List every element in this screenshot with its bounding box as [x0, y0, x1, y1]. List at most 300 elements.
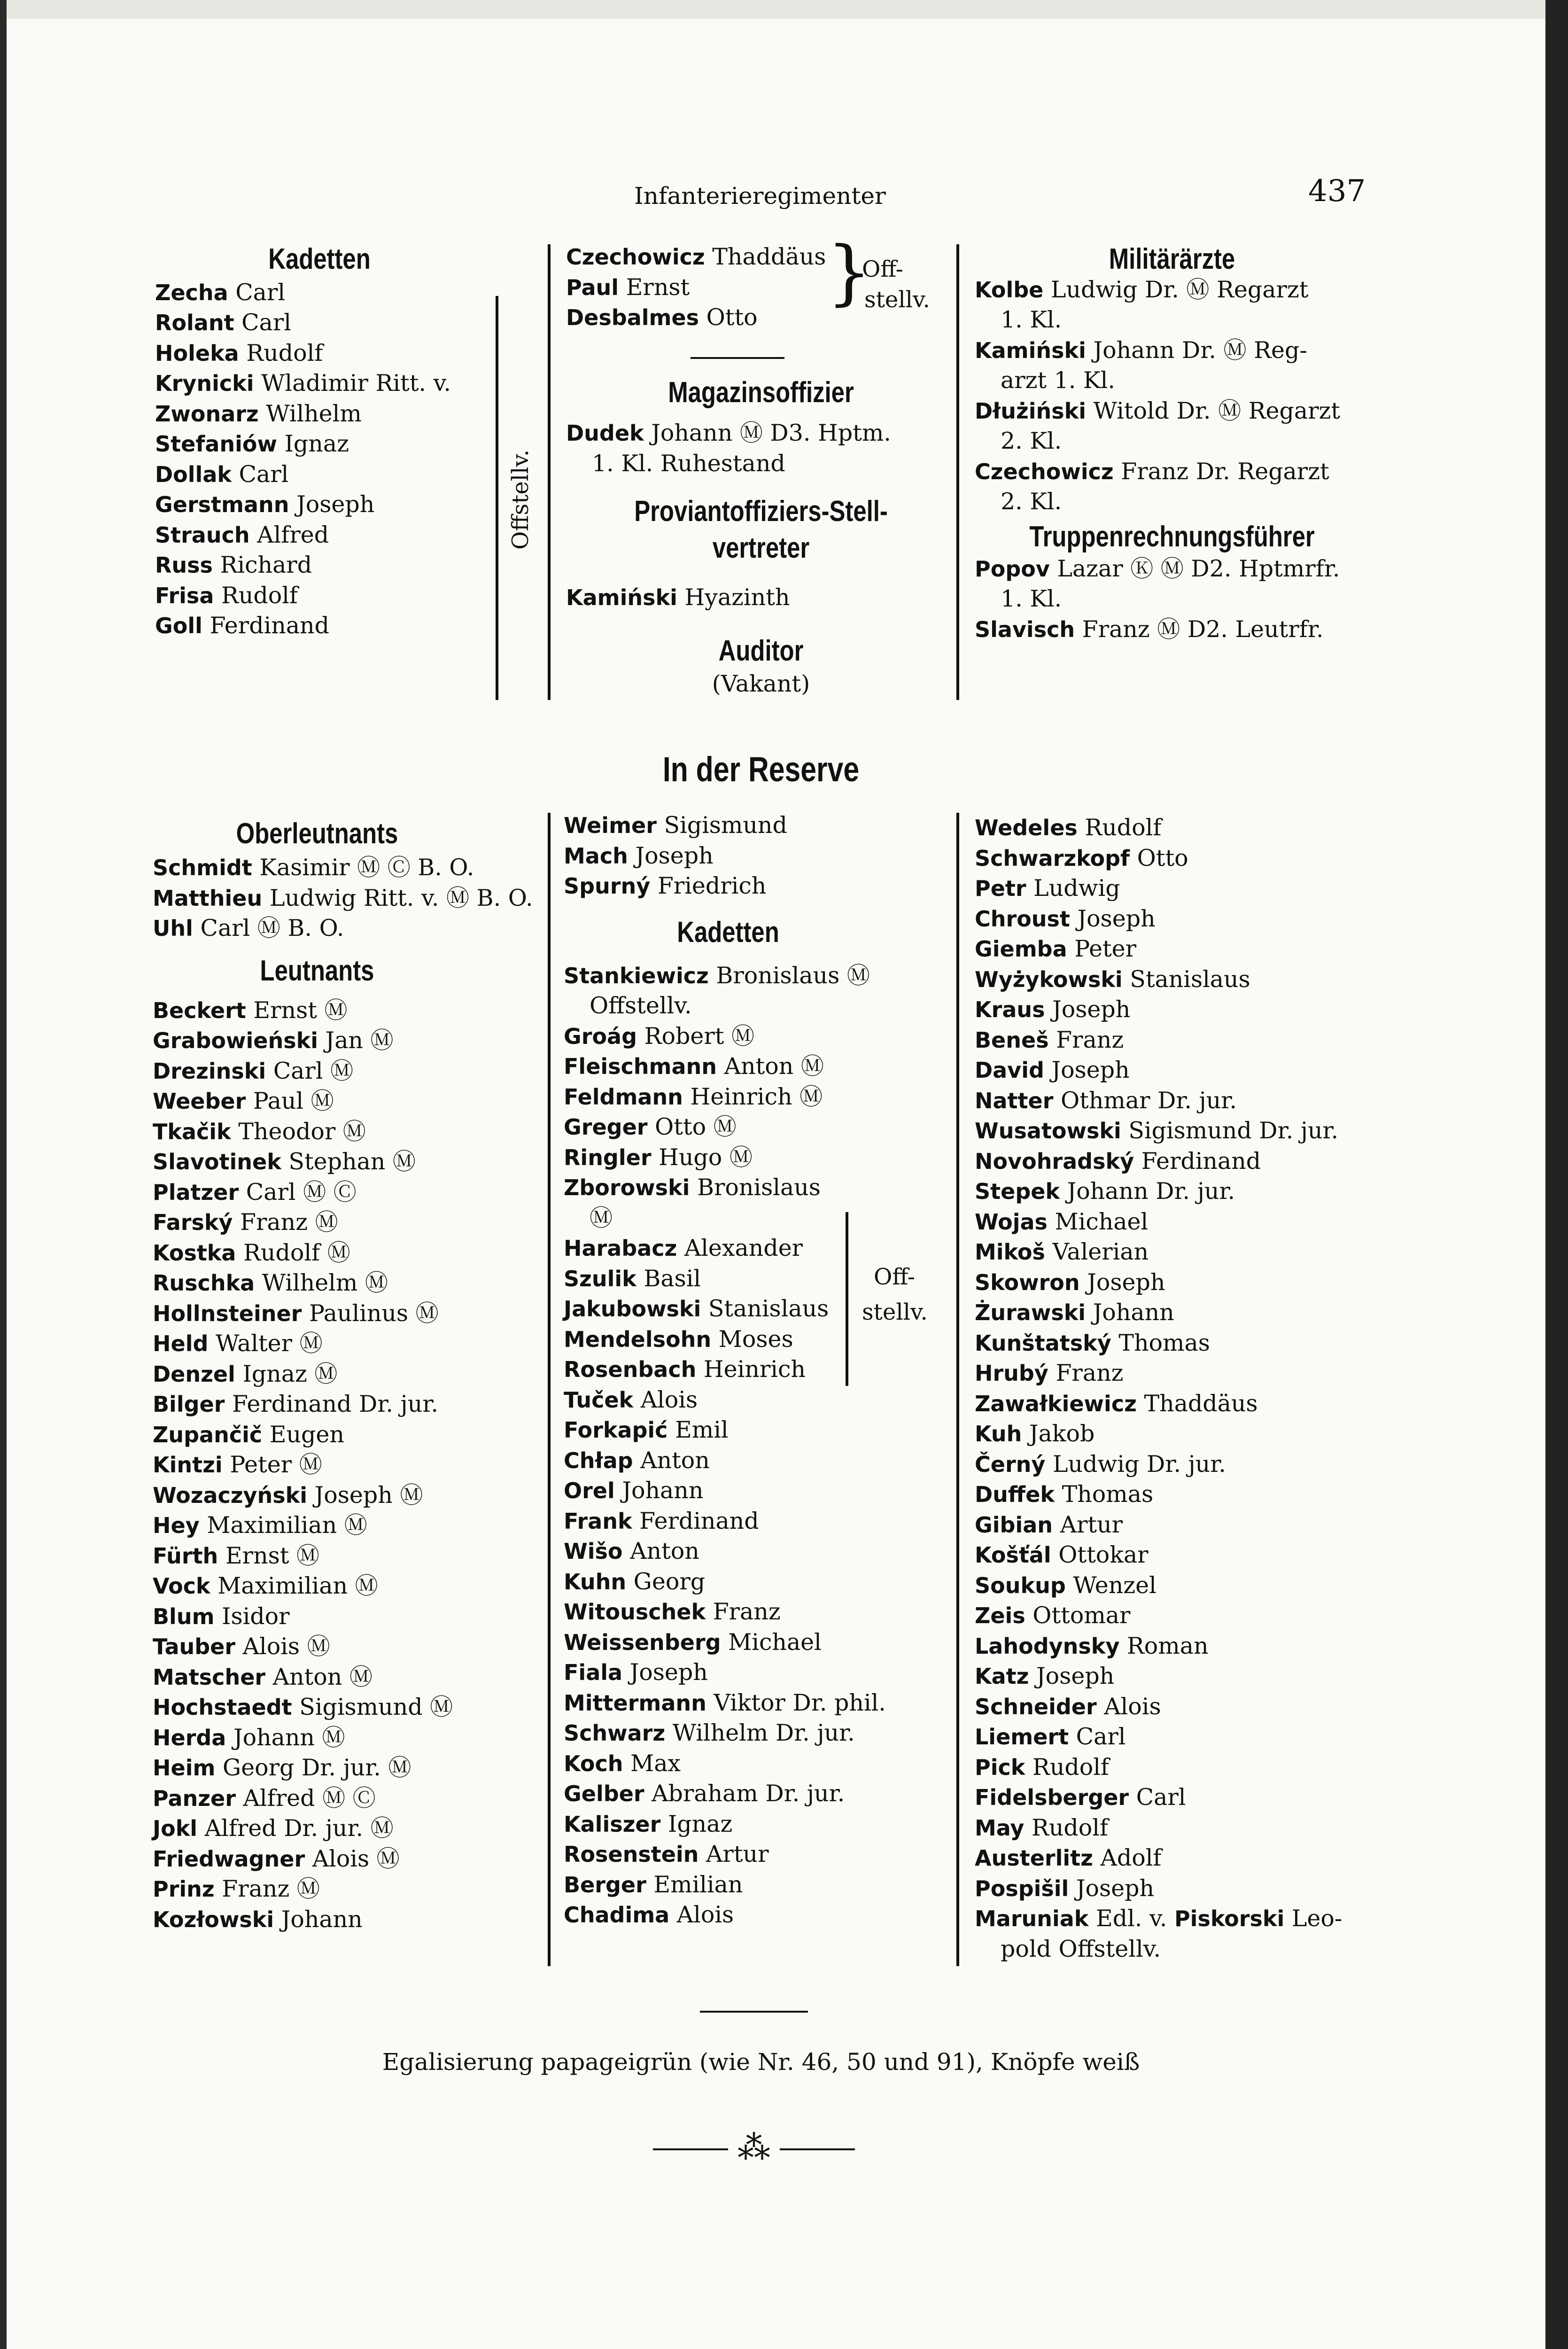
off-label-1: Off-: [862, 256, 903, 282]
surname: Hrubý: [975, 1361, 1048, 1386]
name-entry: [975, 1146, 1379, 1177]
bracket-label-1: Off-: [874, 1264, 915, 1290]
surname: Kuh: [975, 1421, 1022, 1447]
name-entry: [153, 1662, 552, 1693]
footer-note: Egalisierung papageigrün (wie Nr. 46, 50 und 91), Knöpfe weiß: [382, 2048, 1140, 2076]
name-entry: [153, 1086, 552, 1117]
given-name: Anton: [630, 1538, 699, 1564]
surname: Strauch: [155, 522, 250, 548]
given-name: Franz: [1056, 1026, 1124, 1053]
name-entry: [564, 1718, 954, 1749]
divider-short: [691, 357, 784, 359]
name-entry: [153, 853, 552, 883]
surname: Schwarzkopf: [975, 845, 1130, 871]
proviant-entry: [566, 583, 956, 613]
name-entry: [975, 554, 1369, 584]
surname: Stefaniów: [155, 431, 277, 457]
given-name: Heinrich Ⓜ: [690, 1083, 823, 1110]
given-name: Franz Ⓜ D2. Leutrfr.: [1082, 615, 1324, 643]
name-entry: [564, 1021, 954, 1052]
given-name: Richard: [220, 552, 312, 578]
surname: Slavotinek: [153, 1149, 281, 1174]
given-name: Offstellv.: [590, 992, 692, 1019]
given-name: Franz: [1056, 1360, 1124, 1386]
given-name: 1. Kl.: [1001, 306, 1062, 333]
name-entry: [564, 1657, 954, 1688]
given-name: Ernst Ⓜ: [253, 996, 348, 1024]
truppen-list: [975, 554, 1369, 645]
name-entry: [153, 1450, 552, 1480]
given-name: Stanislaus: [708, 1295, 829, 1322]
given-name: Heinrich: [703, 1356, 806, 1383]
name-entry: [153, 1238, 552, 1268]
name-entry: [975, 1358, 1379, 1389]
auditor-value: (Vakant): [712, 670, 810, 697]
name-entry: [153, 1359, 552, 1390]
surname: Rolant: [155, 310, 234, 335]
given-name: Ludwig Dr. jur.: [1052, 1450, 1226, 1478]
surname: Spurný: [564, 873, 651, 899]
name-entry: [153, 1207, 552, 1238]
surname: Ringler: [564, 1144, 652, 1170]
name-entry: [153, 1723, 552, 1753]
name-entry: [564, 1627, 954, 1658]
given-name: Hugo Ⓜ: [659, 1143, 753, 1171]
surname: Natter: [975, 1088, 1054, 1113]
given-name: Joseph: [1077, 905, 1156, 932]
leutnants-list: [153, 996, 552, 1935]
scan-edge-left: [0, 0, 7, 2349]
given-name: Georg Dr. jur. Ⓜ: [222, 1754, 411, 1781]
bottom-middle-section: [564, 810, 954, 1930]
given-name: Joseph: [1051, 1057, 1130, 1083]
name-entry: [975, 995, 1379, 1025]
name-entry: [564, 1870, 954, 1900]
given-name: Johann: [622, 1477, 704, 1504]
surname: Mendelsohn: [564, 1326, 712, 1352]
surname: Katz: [975, 1664, 1029, 1689]
surname: Hollnsteiner: [153, 1300, 302, 1326]
name-entry: [153, 1602, 552, 1632]
given-name: Carl: [239, 460, 289, 488]
surname: Kostka: [153, 1240, 236, 1266]
given-name: Viktor Dr. phil.: [714, 1689, 886, 1716]
given-name: Otto: [706, 304, 758, 331]
name-entry: [975, 1025, 1379, 1056]
surname: Lahodynsky: [975, 1633, 1120, 1659]
surname: Heim: [153, 1755, 216, 1781]
given-name: Sigismund Dr. jur.: [1128, 1117, 1339, 1144]
name-entry: [564, 1446, 954, 1476]
surname: Wyżykowski: [975, 966, 1123, 992]
name-entry: [153, 1177, 552, 1208]
name-entry: [564, 961, 954, 991]
given-name: Ferdinand: [639, 1507, 759, 1534]
name-entry: [153, 1753, 552, 1783]
surname: Panzer: [153, 1785, 236, 1811]
given-name: Otto Ⓜ: [655, 1113, 737, 1140]
name-entry: [975, 964, 1379, 995]
surname: Schwarz: [564, 1720, 666, 1746]
name-entry: [975, 1055, 1379, 1086]
name-entry: [155, 490, 554, 520]
kadetten-top-section: [155, 244, 554, 641]
surname: Witouschek: [564, 1599, 706, 1625]
given-name: Roman: [1126, 1632, 1209, 1659]
surname: Zborowski: [564, 1175, 690, 1200]
name-entry: [153, 1147, 552, 1177]
name-entry: [564, 1112, 954, 1143]
surname: Kintzi: [153, 1452, 223, 1478]
surname: Grabowieński: [153, 1028, 318, 1053]
surname: Zwonarz: [155, 401, 259, 427]
militaeraerzte-section: [975, 244, 1369, 645]
name-entry: [153, 1783, 552, 1814]
given-name: Maximilian Ⓜ: [207, 1512, 367, 1539]
given-name: Wenzel: [1073, 1571, 1157, 1599]
name-entry: [564, 1233, 954, 1264]
given-name: Rudolf: [246, 339, 323, 366]
surname: Orel: [564, 1478, 615, 1503]
given-name: Ferdinand: [210, 612, 329, 639]
name-entry: [564, 1203, 954, 1234]
militaeraerzte-list: [975, 275, 1369, 517]
surname: Jokl: [153, 1816, 198, 1841]
name-entry: [975, 275, 1369, 305]
name-entry: [975, 843, 1379, 874]
surname: Dłużiński: [975, 398, 1087, 424]
name-entry: [564, 1597, 954, 1627]
proviant-title-2: vertreter: [712, 532, 810, 564]
given-name: Carl Ⓜ Ⓒ: [246, 1178, 357, 1206]
given-name: Artur: [706, 1841, 769, 1867]
surname: Forkapić: [564, 1417, 668, 1443]
given-name: Abraham Dr. jur.: [652, 1780, 845, 1807]
surname: Fürth: [153, 1543, 218, 1569]
surname: David: [975, 1058, 1044, 1083]
surname: Chłap: [564, 1447, 633, 1473]
name-entry: [155, 520, 554, 551]
given-name: Franz: [713, 1598, 781, 1625]
given-name: Maximilian Ⓜ: [217, 1572, 378, 1599]
name-entry: [153, 1692, 552, 1723]
name-entry: [975, 1510, 1379, 1540]
given-name: Carl: [235, 279, 285, 306]
surname: Wojas: [975, 1209, 1048, 1235]
name-entry: [564, 1779, 954, 1809]
surname: Chroust: [975, 906, 1070, 932]
given-name: Jakob: [1029, 1420, 1095, 1447]
surname: Tuček: [564, 1387, 634, 1413]
maruniak-line-2: pold Offstellv.: [1001, 1935, 1161, 1962]
name-entry: [153, 1905, 552, 1935]
given-name: Peter: [1074, 935, 1137, 962]
surname: Weissenberg: [564, 1629, 721, 1655]
given-name: Ignaz: [668, 1810, 733, 1837]
name-entry: [155, 581, 554, 611]
surname: Kamiński: [975, 337, 1086, 363]
name-entry: [153, 913, 552, 944]
given-name: Stanislaus: [1130, 965, 1250, 993]
name-entry: [153, 883, 552, 914]
given-name: Johann Ⓜ: [233, 1724, 345, 1751]
name-entry: [153, 1056, 552, 1087]
given-name: Alois: [1104, 1693, 1161, 1720]
given-name: Othmar Dr. jur.: [1060, 1087, 1237, 1114]
reserve-list-right: [975, 813, 1379, 1904]
ornament-glyph: ⁂: [728, 2128, 780, 2167]
given-name: 2. Kl.: [1001, 488, 1062, 515]
name-entry: [155, 399, 554, 429]
surname: Blum: [153, 1603, 215, 1629]
name-entry: [975, 1843, 1379, 1874]
magazin-line-2: 1. Kl. Ruhestand: [592, 450, 785, 477]
name-entry: [975, 1298, 1379, 1328]
reserve-heading: [566, 749, 956, 789]
surname: Hochstaedt: [153, 1695, 292, 1720]
given-name: Witold Dr. Ⓜ Regarzt: [1093, 397, 1341, 424]
given-name: arzt 1. Kl.: [1001, 367, 1115, 394]
given-name: Alfred: [257, 521, 329, 548]
name-entry: [564, 1506, 954, 1537]
given-name: Anton: [640, 1447, 710, 1474]
bracket-label-2: stellv.: [862, 1299, 928, 1325]
name-entry: [155, 459, 554, 490]
bracket-line: [496, 296, 498, 700]
surname: Kozłowski: [153, 1906, 274, 1932]
surname: Jakubowski: [564, 1296, 701, 1322]
surname: Czechowicz: [566, 244, 705, 270]
surname: Wišo: [564, 1539, 623, 1564]
surname: Kraus: [975, 997, 1045, 1022]
given-name: 1. Kl.: [1001, 585, 1062, 612]
name-entry: [153, 1299, 552, 1329]
surname: Zeis: [975, 1603, 1025, 1628]
surname: Dollak: [155, 461, 232, 487]
name-entry: [975, 366, 1369, 396]
footer-divider: [700, 2011, 808, 2013]
surname: Košťál: [975, 1542, 1051, 1568]
surname: Beneš: [975, 1027, 1049, 1053]
given-name: Lazar Ⓚ Ⓜ D2. Hptmrfr.: [1057, 555, 1340, 582]
bracket-line: [846, 1212, 848, 1386]
given-name: Rudolf: [1085, 814, 1162, 841]
name-entry: [975, 904, 1379, 934]
given-name: Bronislaus Ⓜ: [716, 962, 870, 989]
surname: Stankiewicz: [564, 963, 709, 988]
given-name: Walter Ⓜ: [215, 1330, 323, 1357]
page-number: 437: [1308, 174, 1366, 209]
given-name: Joseph: [635, 842, 714, 869]
given-name: Paul Ⓜ: [253, 1088, 334, 1114]
name-entry: [975, 934, 1379, 964]
surname: Held: [153, 1331, 209, 1356]
surname: Kolbe: [975, 277, 1044, 303]
name-entry: [975, 1116, 1379, 1146]
maruniak-surname: Maruniak: [975, 1906, 1089, 1931]
name-entry: [564, 1900, 954, 1930]
surname: Gerstmann: [155, 492, 289, 517]
given-name: Ⓜ: [590, 1204, 613, 1231]
surname: Koch: [564, 1750, 623, 1776]
name-entry: [975, 1449, 1379, 1480]
surname: Greger: [564, 1114, 648, 1140]
surname: Mikoš: [975, 1239, 1045, 1265]
given-name: Rudolf: [221, 582, 298, 609]
name-entry: [975, 1692, 1379, 1722]
surname: Rosenstein: [564, 1842, 699, 1867]
name-entry: [975, 1419, 1379, 1449]
reserve-list-top: [564, 810, 954, 902]
name-entry: [153, 1329, 552, 1359]
given-name: Wilhelm: [266, 400, 362, 427]
oberleutnants-title: Oberleutnants: [236, 817, 398, 850]
name-entry: [564, 1476, 954, 1506]
magazin-title: Magazinsoffizier: [668, 376, 854, 409]
given-name: Franz Ⓜ: [240, 1209, 338, 1236]
surname: Giemba: [975, 936, 1067, 962]
magazin-section: [566, 376, 956, 409]
given-name: Alois: [640, 1386, 698, 1413]
surname: Żurawski: [975, 1300, 1086, 1325]
given-name: Thomas: [1062, 1481, 1154, 1508]
name-entry: [975, 426, 1369, 457]
name-entry: [155, 429, 554, 459]
surname: Ruschka: [153, 1270, 255, 1296]
name-entry: [155, 611, 554, 641]
surname: Platzer: [153, 1179, 239, 1205]
name-entry: [153, 1541, 552, 1571]
given-name: Carl Ⓜ B. O.: [200, 915, 344, 941]
name-entry: [155, 338, 554, 369]
given-name: Alfred Dr. jur. Ⓜ: [204, 1815, 394, 1842]
given-name: Max: [630, 1750, 681, 1777]
given-name: Isidor: [222, 1602, 290, 1630]
name-entry: [155, 368, 554, 399]
given-name: Ernst Ⓜ: [225, 1542, 320, 1569]
given-name: Franz Dr. Regarzt: [1121, 458, 1329, 485]
surname: Austerlitz: [975, 1845, 1093, 1871]
surname: Holeka: [155, 340, 239, 366]
name-entry: [155, 550, 554, 581]
proviant-title-1: Proviantoffiziers-Stell-: [634, 495, 888, 528]
given-name: Carl: [241, 309, 291, 336]
name-entry: [975, 1389, 1379, 1419]
given-name: Ernst: [626, 273, 690, 301]
surname: Krynicki: [155, 371, 254, 396]
surname: Russ: [155, 552, 213, 578]
proviant-surname: Kamiński: [566, 585, 677, 610]
given-name: Alois Ⓜ: [242, 1633, 330, 1660]
surname: Frank: [564, 1508, 632, 1534]
name-entry: [153, 1510, 552, 1541]
given-name: Wilhelm Ⓜ: [262, 1269, 388, 1296]
name-entry: [975, 1631, 1379, 1662]
given-name: Otto: [1137, 844, 1188, 871]
scan-edge-top: [0, 0, 1568, 19]
surname: Wedeles: [975, 815, 1078, 840]
surname: Zawałkiewicz: [975, 1391, 1137, 1416]
given-name: Franz Ⓜ: [222, 1875, 320, 1902]
offstellv-vertical-label: Offstellv.: [507, 449, 534, 550]
given-name: 2. Kl.: [1001, 428, 1062, 454]
surname: Tauber: [153, 1634, 236, 1659]
surname: Uhl: [153, 916, 193, 941]
surname: Rosenbach: [564, 1357, 697, 1382]
surname: May: [975, 1815, 1025, 1841]
given-name: Joseph: [629, 1659, 708, 1686]
surname: Czechowicz: [975, 459, 1114, 484]
given-name: Theodor Ⓜ: [238, 1118, 366, 1145]
given-name: Alfred Ⓜ Ⓒ: [243, 1784, 376, 1812]
surname: Prinz: [153, 1876, 215, 1902]
name-entry: [153, 1117, 552, 1147]
given-name: Thomas: [1118, 1329, 1210, 1356]
name-entry: [564, 1385, 954, 1416]
surname: Weimer: [564, 813, 657, 838]
surname: Soukup: [975, 1572, 1066, 1598]
name-entry: [153, 1632, 552, 1662]
given-name: Kasimir Ⓜ Ⓒ B. O.: [259, 854, 474, 881]
name-entry: [975, 614, 1369, 645]
surname: Fiala: [564, 1660, 623, 1685]
surname: Hey: [153, 1513, 200, 1538]
name-entry: [975, 1237, 1379, 1268]
surname: Mach: [564, 843, 628, 869]
running-title: Infanterieregimenter: [634, 182, 886, 210]
name-entry: [564, 1051, 954, 1082]
given-name: Johann: [281, 1906, 363, 1933]
surname: Kuhn: [564, 1569, 627, 1595]
given-name: Ferdinand Dr. jur.: [232, 1391, 438, 1417]
surname: Zupančič: [153, 1422, 263, 1447]
magazin-surname: Dudek: [566, 420, 644, 446]
given-name: Joseph: [1076, 1875, 1155, 1902]
auditor-section: [566, 634, 956, 700]
surname: Feldmann: [564, 1084, 683, 1110]
given-name: Rudolf Ⓜ: [243, 1239, 350, 1266]
given-name: Ludwig Dr. Ⓜ Regarzt: [1050, 276, 1309, 303]
given-name: Michael: [728, 1628, 822, 1656]
scan-edge-right: [1545, 0, 1568, 2349]
name-entry: [975, 873, 1379, 904]
surname: Denzel: [153, 1361, 235, 1387]
name-entry: [564, 1324, 954, 1355]
name-entry: [564, 1173, 954, 1203]
surname: Schneider: [975, 1694, 1097, 1719]
surname: Černý: [975, 1451, 1046, 1477]
oberleutnants-list: [153, 853, 552, 944]
name-entry: [153, 1844, 552, 1875]
name-entry: [564, 1082, 954, 1112]
maruniak-mid: Edl. v.: [1095, 1905, 1167, 1932]
given-name: Joseph: [1087, 1268, 1165, 1296]
surname: Bilger: [153, 1392, 225, 1417]
name-entry: [975, 1571, 1379, 1601]
given-name: Ludwig: [1033, 875, 1120, 902]
given-name: Carl: [1076, 1723, 1126, 1750]
name-entry: [975, 1782, 1379, 1813]
surname: Vock: [153, 1573, 210, 1599]
surname: Chadima: [564, 1902, 670, 1928]
given-name: Michael: [1055, 1208, 1149, 1235]
name-entry: [564, 1839, 954, 1870]
name-entry: [153, 1420, 552, 1450]
surname: Desbalmes: [566, 305, 699, 330]
name-entry: [975, 584, 1369, 614]
magazin-entry: [566, 418, 956, 479]
surname: Drezinski: [153, 1058, 266, 1084]
